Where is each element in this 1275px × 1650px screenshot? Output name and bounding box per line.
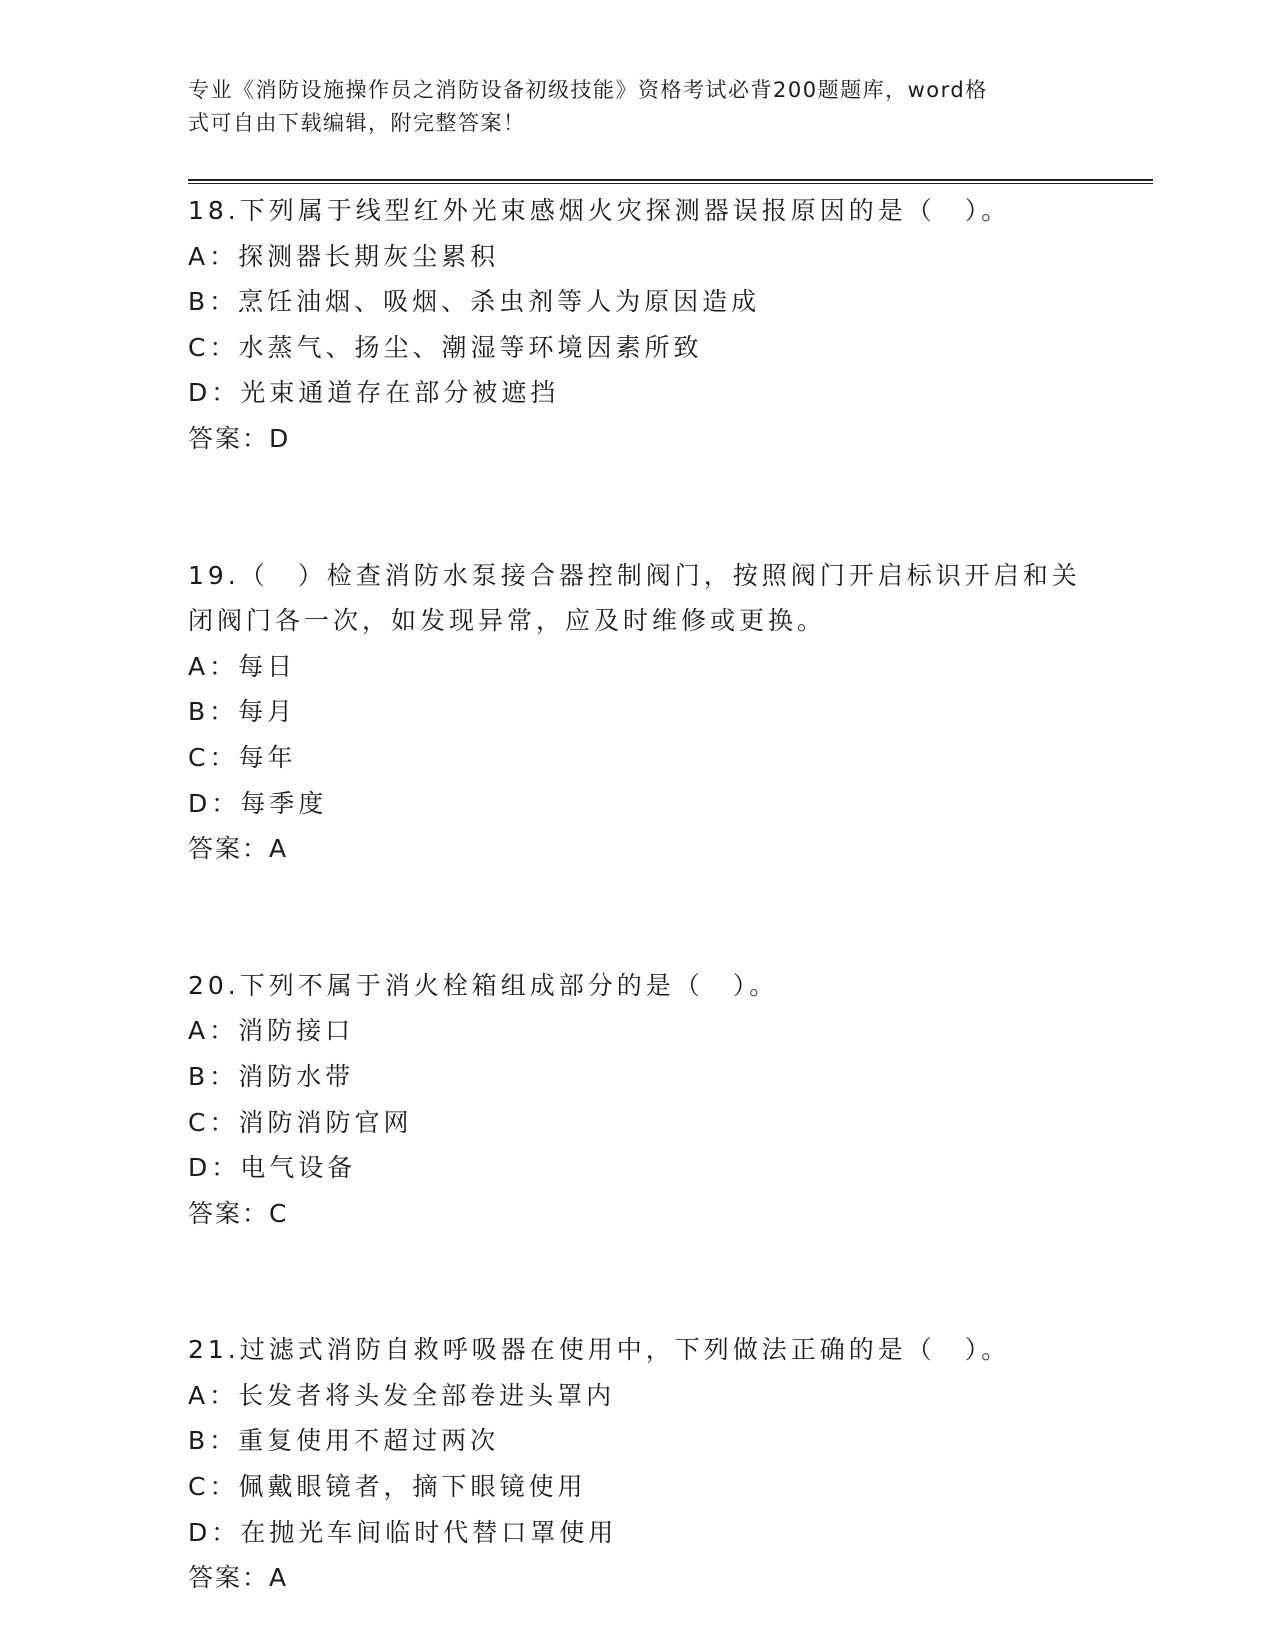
option-d: D：电气设备 xyxy=(188,1153,357,1183)
question-stem: 18.下列属于线型红外光束感烟火灾探测器误报原因的是（ ）。 xyxy=(188,196,1011,225)
question-stem: 20.下列不属于消火栓箱组成部分的是（ ）。 xyxy=(188,970,779,1000)
answer: 答案：A xyxy=(188,1563,289,1593)
header-divider-thin xyxy=(188,183,1153,184)
option-b: B：重复使用不超过两次 xyxy=(188,1426,500,1456)
option-c: C：水蒸气、扬尘、潮湿等环境因素所致 xyxy=(188,332,703,362)
question-19 xyxy=(188,553,1088,872)
question-21 xyxy=(188,1327,1088,1601)
option-d: D：光束通道存在部分被遮挡 xyxy=(188,378,560,408)
option-d: D：每季度 xyxy=(188,788,328,818)
option-b: B：烹饪油烟、吸烟、杀虫剂等人为原因造成 xyxy=(188,287,761,317)
option-c: C：消防消防官网 xyxy=(188,1107,413,1137)
option-c: C：佩戴眼镜者，摘下眼镜使用 xyxy=(188,1472,587,1502)
option-a: A：探测器长期灰尘累积 xyxy=(188,241,500,271)
question-stem: 21.过滤式消防自救呼吸器在使用中，下列做法正确的是（ ）。 xyxy=(188,1335,1011,1365)
answer: 答案：C xyxy=(188,1198,289,1228)
question-stem-cont: 闭阀门各一次，如发现异常，应及时维修或更换。 xyxy=(188,606,827,636)
question-stem: 19.（ ）检查消防水泵接合器控制阀门，按照阀门开启标识开启和关 xyxy=(188,560,1081,590)
header-line-2: 式可自由下载编辑，附完整答案！ xyxy=(188,111,526,135)
header-divider xyxy=(188,179,1153,181)
option-a: A：长发者将头发全部卷进头罩内 xyxy=(188,1380,616,1410)
document-header xyxy=(188,74,1088,140)
question-20 xyxy=(188,963,1088,1237)
answer: 答案：D xyxy=(188,423,291,453)
option-a: A：消防接口 xyxy=(188,1016,355,1046)
option-a: A：每日 xyxy=(188,651,297,681)
answer: 答案：A xyxy=(188,834,289,864)
header-line-1: 专业《消防设施操作员之消防设备初级技能》资格考试必背200题题库，word格 xyxy=(188,78,988,102)
question-18 xyxy=(188,188,1088,462)
option-d: D：在抛光车间临时代替口罩使用 xyxy=(188,1517,618,1547)
option-b: B：每月 xyxy=(188,697,297,727)
option-b: B：消防水带 xyxy=(188,1061,355,1091)
question-list xyxy=(188,188,1088,1601)
option-c: C：每年 xyxy=(188,742,297,772)
